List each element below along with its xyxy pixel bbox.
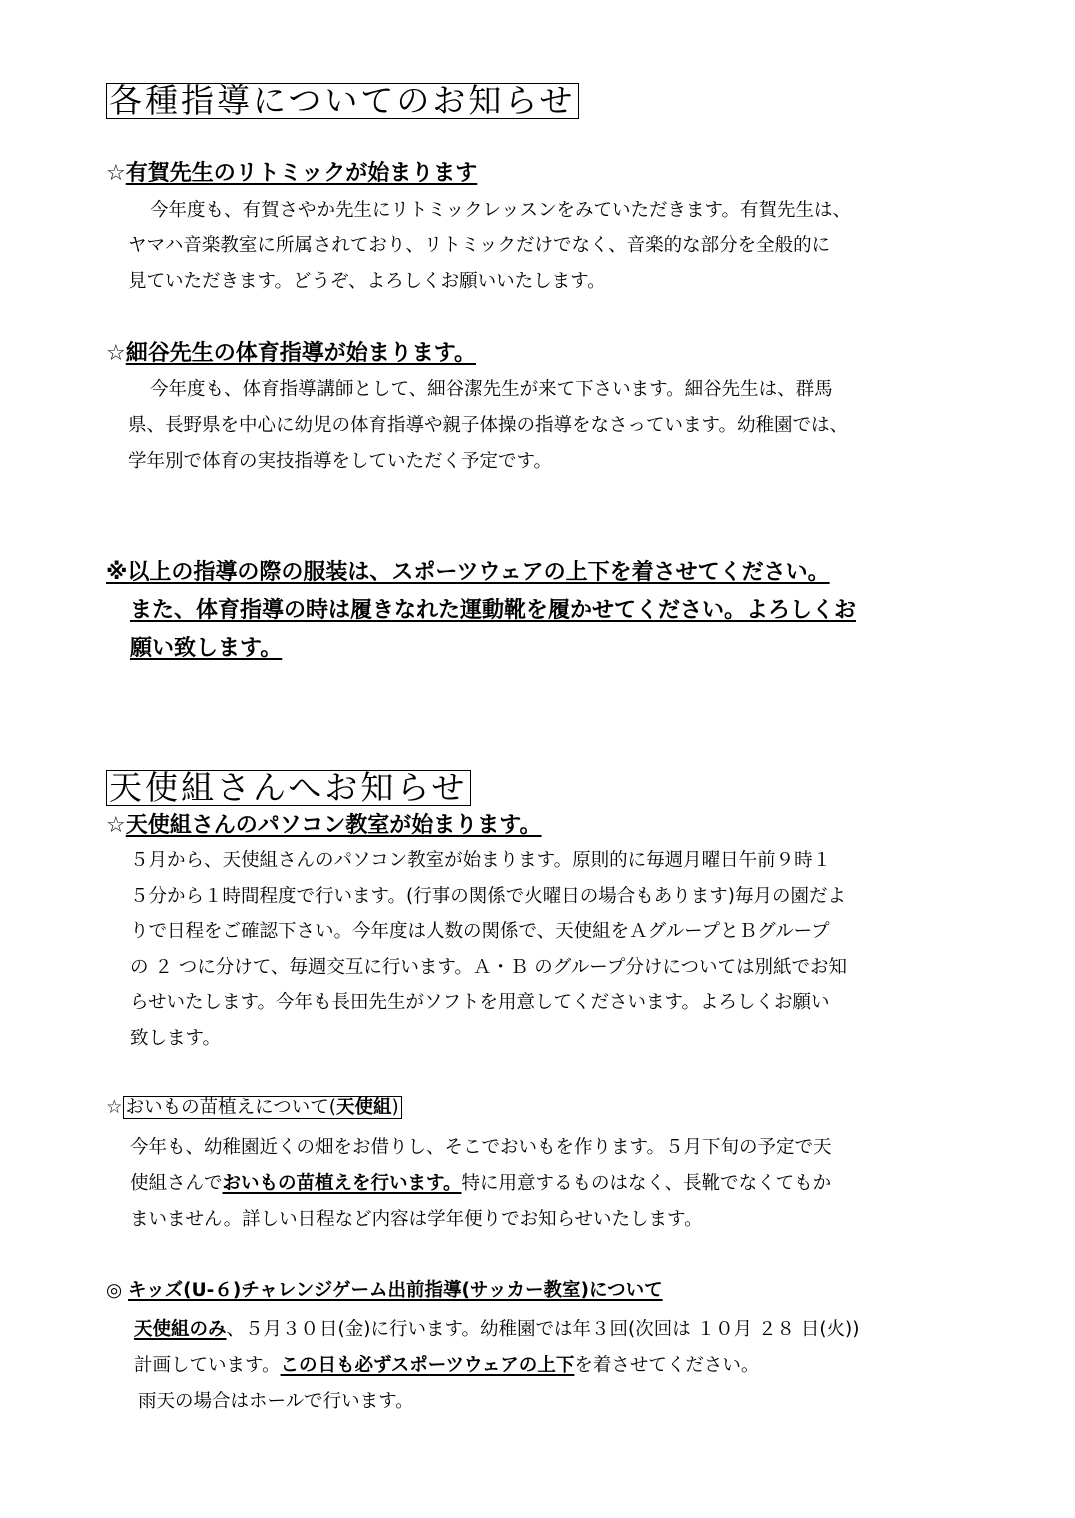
double-circle-icon: ◎ [106, 1280, 123, 1301]
item-potato-heading [106, 1094, 402, 1122]
notice-line-3: 願い致します。 [130, 636, 283, 661]
soccer-line-1 [134, 1312, 860, 1347]
pe-heading-text: 細谷先生の体育指導が始まります。 [125, 341, 476, 366]
soccer-line-1-rest: 、５月３０日(金)に行います。幼稚園では年３回(次回は １０月 ２８ 日(火)) [226, 1319, 860, 1340]
soccer-line-2-a: 計画しています。 [134, 1355, 281, 1376]
potato-heading-group: 天使組 [335, 1097, 392, 1118]
soccer-line-2-c: を着させてください。 [574, 1355, 760, 1376]
rhythmic-line-3: 見ていただきます。どうぞ、よろしくお願いいたします。 [128, 271, 606, 292]
soccer-heading-text: キッズ(U-６)チャレンジゲーム出前指導(サッカー教室)について [128, 1280, 663, 1301]
section1-title: 各種指導についてのお知らせ [106, 83, 579, 119]
pc-line-6: 致します。 [130, 1028, 222, 1049]
item-pe-heading [106, 340, 476, 368]
pc-line-4: の ２ つに分けて、毎週交互に行います。Ａ・Ｂ のグループ分けについては別紙でお知 [130, 957, 847, 978]
potato-heading-end: ) [391, 1097, 399, 1118]
item-soccer-heading [106, 1276, 663, 1306]
pc-heading-text: 天使組さんのパソコン教室が始まります。 [125, 813, 542, 838]
potato-heading-box [123, 1096, 402, 1119]
pc-line-3: りで日程をご確認下さい。今年度は人数の関係で、天使組をＡグループとＢグループ [130, 921, 830, 942]
potato-heading-text: おいもの苗植えについて( [125, 1097, 336, 1118]
star-icon: ☆ [106, 813, 126, 838]
rhythmic-line-2: ヤマハ音楽教室に所属されており、リトミックだけでなく、音楽的な部分を全般的に [128, 235, 831, 256]
potato-line-1: 今年も、幼稚園近くの畑をお借りし、そこでおいもを作ります。５月下旬の予定で天 [130, 1137, 832, 1158]
star-icon: ☆ [106, 341, 126, 366]
notice-line-1: ※以上の指導の際の服装は、スポーツウェアの上下を着させてください。 [106, 560, 830, 585]
potato-line-2-c: 特に用意するものはなく、長靴でなくてもか [461, 1173, 832, 1194]
star-icon: ☆ [106, 1097, 123, 1118]
item-pc-heading [106, 812, 542, 840]
rhythmic-heading-text: 有賀先生のリトミックが始まります [125, 161, 478, 186]
potato-line-2 [130, 1166, 831, 1201]
notice-line-2: また、体育指導の時は履きなれた運動靴を履かせてください。よろしくお [130, 598, 857, 623]
pc-line-2: ５分から１時間程度で行います。(行事の関係で火曜日の場合もあります)毎月の園だよ [130, 886, 846, 907]
soccer-line-3: 雨天の場合はホールで行います。 [138, 1391, 414, 1412]
star-icon: ☆ [106, 161, 126, 186]
item-rhythmic-heading [106, 160, 477, 188]
pc-line-1: ５月から、天使組さんのパソコン教室が始まります。原則的に毎週月曜日午前９時１ [130, 850, 832, 871]
potato-line-2-a: 使組さんで [130, 1173, 223, 1194]
pe-line-2: 県、長野県を中心に幼児の体育指導や親子体操の指導をなさっています。幼稚園では、 [128, 415, 849, 436]
potato-line-3: まいません。詳しい日程など内容は学年便りでお知らせいたします。 [130, 1209, 703, 1230]
pe-line-3: 学年別で体育の実技指導をしていただく予定です。 [128, 451, 553, 472]
soccer-line-2-emph: この日も必ずスポーツウェアの上下 [280, 1355, 575, 1376]
soccer-line-1-emph: 天使組のみ [134, 1319, 227, 1340]
pe-line-1: 今年度も、体育指導講師として、細谷潔先生が来て下さいます。細谷先生は、群馬 [150, 379, 833, 400]
soccer-line-2 [134, 1348, 759, 1383]
pc-line-5: らせいたします。今年も長田先生がソフトを用意してくださいます。よろしくお願い [130, 992, 830, 1013]
section2-title: 天使組さんへお知らせ [106, 770, 471, 806]
potato-line-2-emph: おいもの苗植えを行います。 [222, 1173, 462, 1194]
rhythmic-line-1: 今年度も、有賀さやか先生にリトミックレッスンをみていただきます。有賀先生は、 [150, 200, 851, 221]
